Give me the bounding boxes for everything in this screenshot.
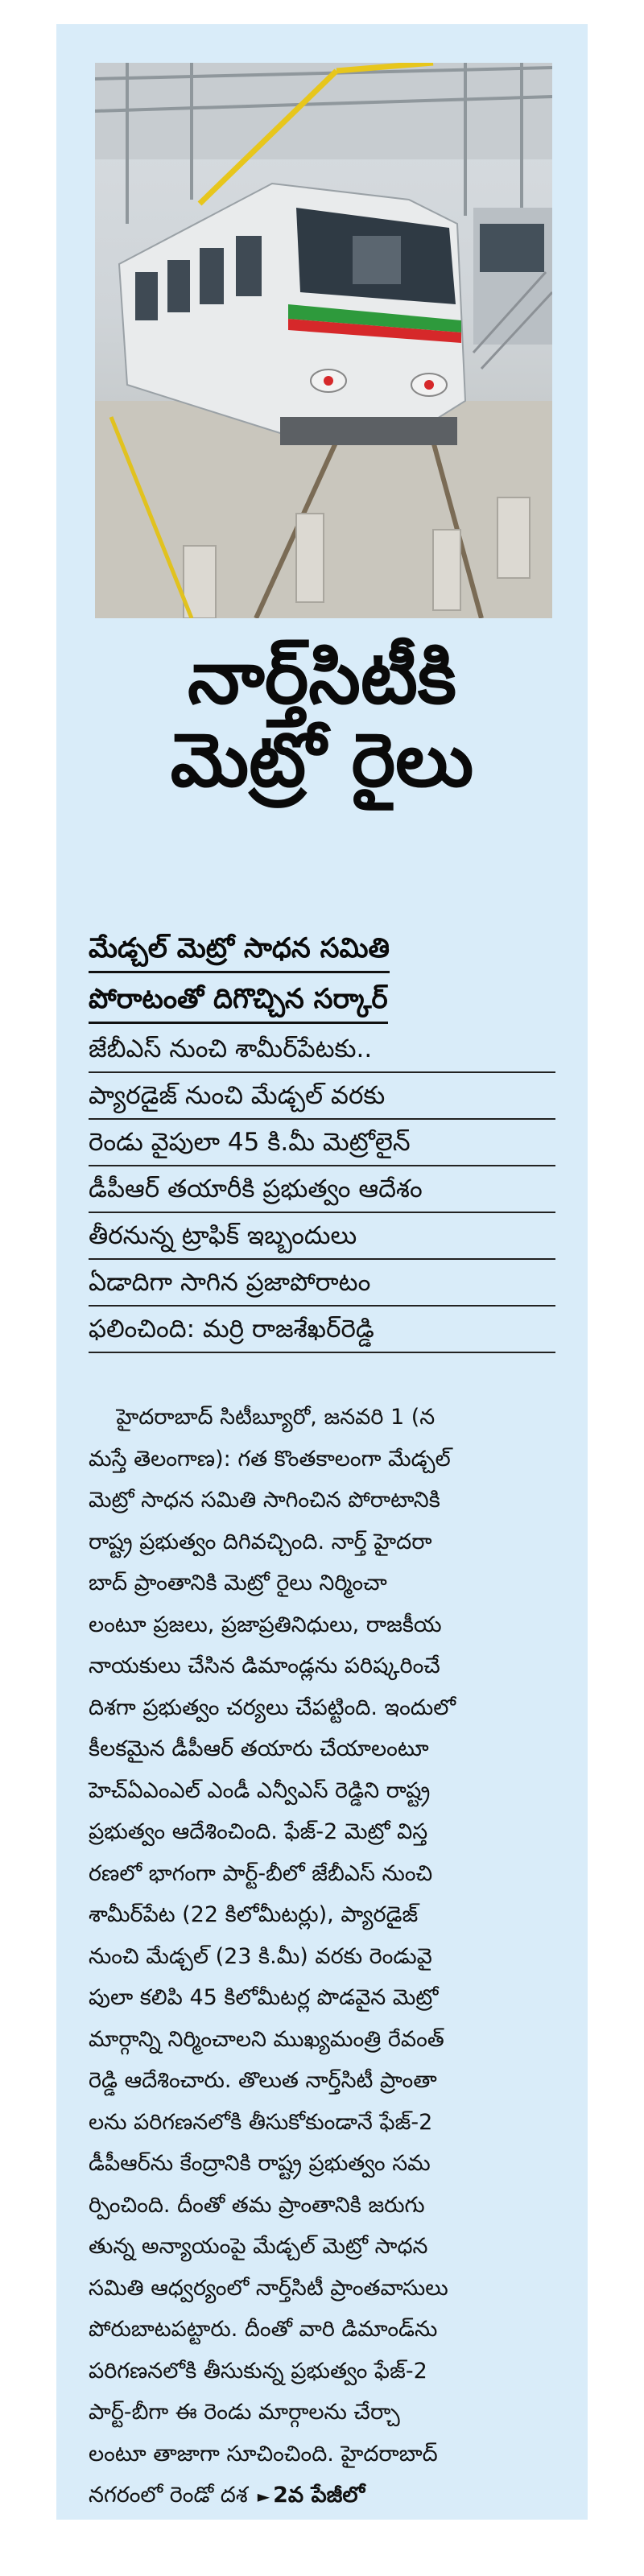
subheadline-line-2: పోరాటంతో దిగొచ్చిన సర్కార్ — [89, 976, 388, 1024]
highlight-item: ఏడాదిగా సాగిన ప్రజాపోరాటం — [89, 1260, 555, 1307]
headline-line-2: మెట్రో రైలు — [170, 717, 474, 804]
article-body-line: నుంచి మేడ్చల్ (23 కి.మీ) వరకు రెండువై — [89, 1943, 432, 1969]
article-body-line: రాష్ట్ర ప్రభుత్వం దిగివచ్చింది. నార్త్ హైదరా — [89, 1529, 432, 1554]
article-body-line: తున్న అన్యాయంపై మేడ్చల్ మెట్రో సాధన — [89, 2234, 428, 2259]
pointer-triangle-icon: ► — [257, 2487, 270, 2506]
article-body-line: సమితి ఆధ్వర్యంలో నార్త్‌సిటీ ప్రాంతవాసులు — [89, 2275, 448, 2301]
article-body-line: కీలకమైన డీపీఆర్ తయారు చేయాలంటూ — [89, 1736, 429, 1761]
highlight-item: ప్యారడైజ్ నుంచి మేడ్చల్ వరకు — [89, 1073, 555, 1120]
article-body-line: లంటూ ప్రజలు, ప్రజాప్రతినిధులు, రాజకీయ — [89, 1612, 442, 1637]
article-body-line: రెడ్డి ఆదేశించారు. తొలుత నార్త్‌సిటీ ప్రాంతా — [89, 2068, 437, 2093]
article-body-line: శామీర్‌పేట (22 కిలోమీటర్లు), ప్యారడైజ్ — [89, 1902, 419, 1927]
article-body-line: హెచ్‌ఏఎంఎల్ ఎండీ ఎన్వీఎస్ రెడ్డిని రాష్ట్ర — [89, 1777, 431, 1803]
article-body — [89, 1397, 555, 2518]
highlight-item: ఫలించింది: మర్రి రాజశేఖర్‌రెడ్డి — [89, 1307, 555, 1353]
article-body-line: నగరంలో రెండో దశ ► 2వ పేజీలో — [89, 2483, 365, 2508]
highlight-item: రెండు వైపులా 45 కి.మీ మెట్రోలైన్ — [89, 1120, 555, 1166]
article-body-line: డీపీఆర్‌ను కేంద్రానికి రాష్ట్ర ప్రభుత్వం సమ — [89, 2151, 431, 2176]
article-column — [56, 24, 588, 2520]
article-body-line: బాద్ ప్రాంతానికి మెట్రో రైలు నిర్మించా — [89, 1571, 387, 1596]
headline-line-1: నార్త్‌సిటీకి — [188, 634, 456, 720]
subheadline — [89, 926, 555, 1027]
article-body-line: లను పరిగణనలోకి తీసుకోకుండానే ఫేజ్-2 — [89, 2109, 433, 2135]
article-body-line: మెట్రో సాధన సమితి సాగించిన పోరాటానికి — [89, 1488, 440, 1513]
subheadline-line-1: మేడ్చల్ మెట్రో సాధన సమితి — [89, 926, 390, 973]
continuation-link[interactable] — [258, 2483, 365, 2508]
article-body-line: పోరుబాటపట్టారు. దీంతో వారి డిమాండ్‌ను — [89, 2317, 438, 2342]
article-body-line: రణలో భాగంగా పార్ట్-బీలో జేబీఎస్ నుంచి — [89, 1860, 433, 1886]
article-body-line: పులా కలిపి 45 కిలోమీటర్ల పొడవైన మెట్రో — [89, 1985, 439, 2010]
article-body-line: హైదరాబాద్ సిటీబ్యూరో, జనవరి 1 (న — [89, 1405, 436, 1430]
article-body-line: మార్గాన్ని నిర్మించాలని ముఖ్యమంత్రి రేవంత్ — [89, 2026, 444, 2052]
article-body-line: పరిగణనలోకి తీసుకున్న ప్రభుత్వం ఫేజ్-2 — [89, 2358, 427, 2384]
continuation-label: 2వ పేజీలో — [273, 2483, 365, 2508]
highlight-item: తీరనున్న ట్రాఫిక్ ఇబ్బందులు — [89, 1213, 555, 1260]
metro-train-photo — [95, 63, 552, 618]
article-body-line: లంటూ తాజాగా సూచించింది. హైదరాబాద్ — [89, 2441, 438, 2467]
article-body-line: దిశగా ప్రభుత్వం చర్యలు చేపట్టింది. ఇందులో — [89, 1695, 456, 1720]
highlight-item: డీపీఆర్ తయారీకి ప్రభుత్వం ఆదేశం — [89, 1166, 555, 1213]
highlights-list — [89, 1026, 555, 1353]
article-body-line: పార్ట్-బీగా ఈ రెండు మార్గాలను చేర్చా — [89, 2400, 400, 2425]
article-body-line: నాయకులు చేసిన డిమాండ్లను పరిష్కరించే — [89, 1653, 440, 1678]
article-body-line: ప్రభుత్వం ఆదేశించింది. ఫేజ్-2 మెట్రో విస్త — [89, 1819, 428, 1844]
headline — [89, 636, 555, 802]
article-body-line: మస్తే తెలంగాణ): గత కొంతకాలంగా మేడ్చల్ — [89, 1446, 451, 1472]
highlight-item: జేబీఎస్ నుంచి శామీర్‌పేటకు.. — [89, 1026, 555, 1073]
article-body-line: ర్పించింది. దీంతో తమ ప్రాంతానికి జరుగు — [89, 2192, 425, 2218]
article-body-lines — [89, 1397, 555, 2518]
metro-train-illustration — [95, 63, 552, 618]
